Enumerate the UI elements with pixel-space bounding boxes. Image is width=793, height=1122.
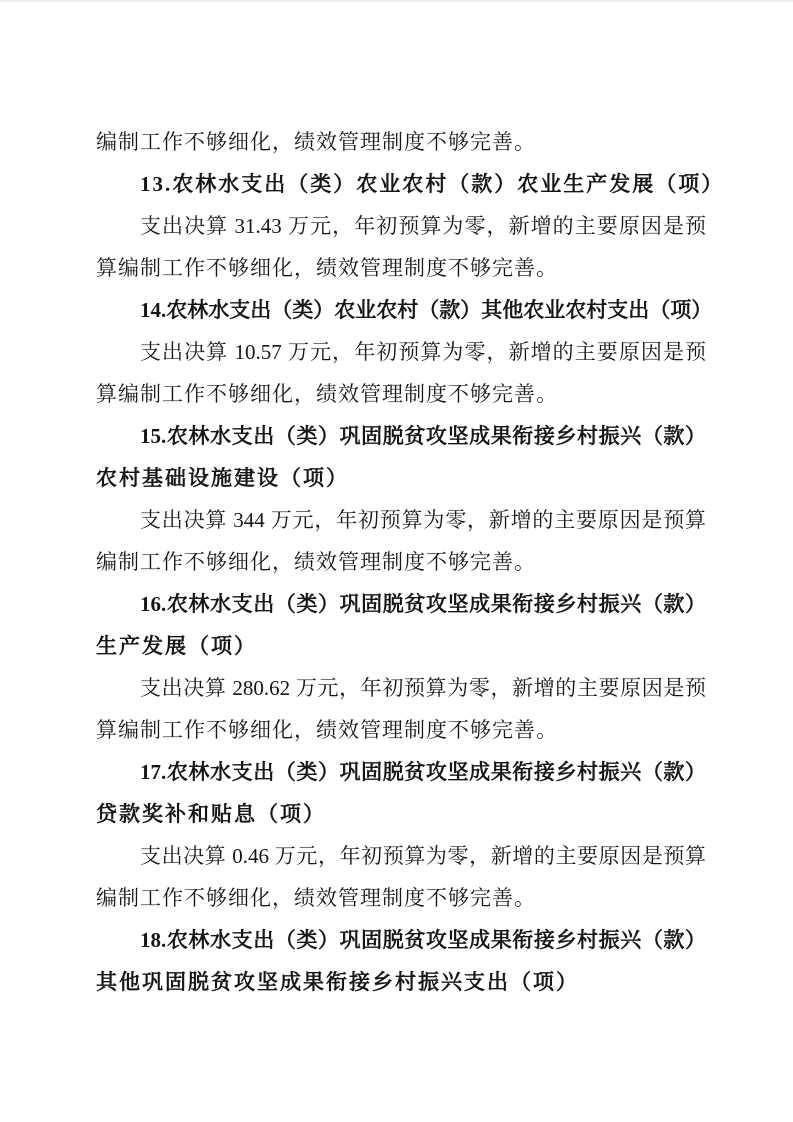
section-17-heading-line-2: 贷款奖补和贴息（项）	[96, 802, 326, 826]
section-13-paragraph-line-1: 支出决算 31.43 万元，年初预算为零，新增的主要原因是预	[140, 214, 706, 238]
section-17-heading-line-1: 17.农林水支出（类）巩固脱贫攻坚成果衔接乡村振兴（款）	[140, 760, 706, 784]
section-18-heading-line-1: 18.农林水支出（类）巩固脱贫攻坚成果衔接乡村振兴（款）	[140, 928, 706, 952]
section-13-paragraph-line-2: 算编制工作不够细化，绩效管理制度不够完善。	[96, 256, 558, 280]
section-16-heading-line-1: 16.农林水支出（类）巩固脱贫攻坚成果衔接乡村振兴（款）	[140, 592, 706, 616]
section-15-paragraph-line-1: 支出决算 344 万元，年初预算为零，新增的主要原因是预算	[140, 508, 706, 532]
section-15-heading-line-2: 农村基础设施建设（项）	[96, 466, 349, 490]
section-18-heading-line-2: 其他巩固脱贫攻坚成果衔接乡村振兴支出（项）	[96, 970, 579, 994]
section-13-heading: 13.农林水支出（类）农业农村（款）农业生产发展（项）	[140, 172, 725, 196]
section-15-heading-line-1: 15.农林水支出（类）巩固脱贫攻坚成果衔接乡村振兴（款）	[140, 424, 706, 448]
carryover-paragraph-line: 编制工作不够细化，绩效管理制度不够完善。	[96, 130, 536, 154]
section-14-paragraph-line-2: 算编制工作不够细化，绩效管理制度不够完善。	[96, 382, 558, 406]
section-14-heading: 14.农林水支出（类）农业农村（款）其他农业农村支出（项）	[140, 298, 713, 322]
section-14-paragraph-line-1: 支出决算 10.57 万元，年初预算为零，新增的主要原因是预	[140, 340, 706, 364]
section-16-heading-line-2: 生产发展（项）	[96, 634, 257, 658]
section-17-paragraph-line-1: 支出决算 0.46 万元，年初预算为零，新增的主要原因是预算	[140, 844, 706, 868]
section-16-paragraph-line-2: 算编制工作不够细化，绩效管理制度不够完善。	[96, 718, 558, 742]
section-17-paragraph-line-2: 编制工作不够细化，绩效管理制度不够完善。	[96, 886, 536, 910]
section-16-paragraph-line-1: 支出决算 280.62 万元，年初预算为零，新增的主要原因是预	[140, 676, 706, 700]
document-body	[96, 121, 725, 1003]
section-15-paragraph-line-2: 编制工作不够细化，绩效管理制度不够完善。	[96, 550, 536, 574]
